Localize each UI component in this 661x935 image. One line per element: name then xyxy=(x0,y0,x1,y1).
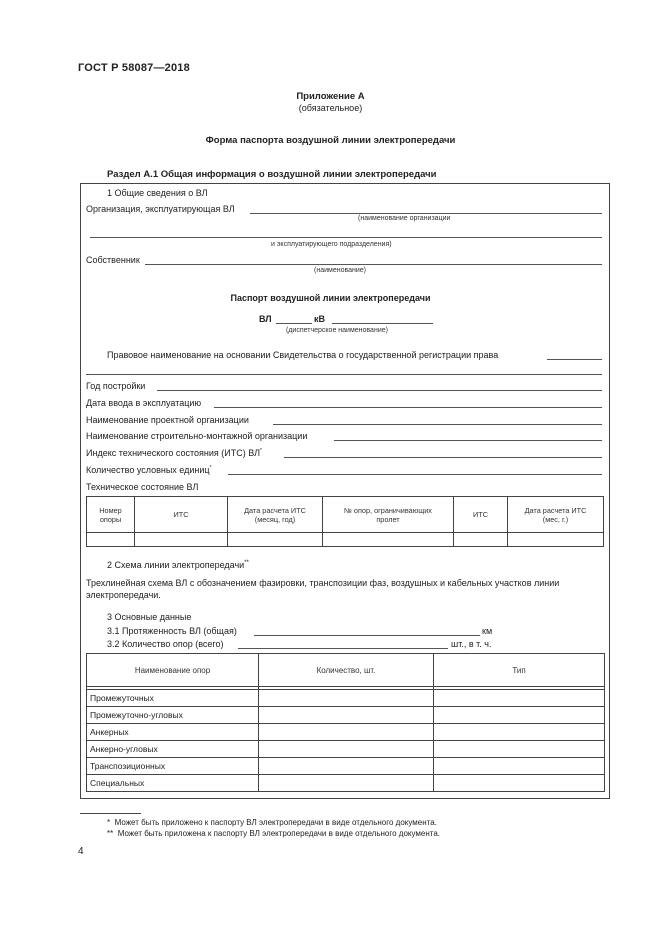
header-support-number: Номер опоры xyxy=(87,497,135,533)
table-row xyxy=(87,775,605,792)
header-span-supports: № опор, ограничивающих пролет xyxy=(323,497,454,533)
tech-state-label: Техническое состояние ВЛ xyxy=(86,482,199,492)
count-unit: шт., в т. ч. xyxy=(451,639,492,649)
header-its-date: Дата расчета ИТС (месяц, год) xyxy=(228,497,323,533)
length-label: 3.1 Протяженность ВЛ (общая) xyxy=(107,626,237,636)
field-label-design-org: Наименование проектной организации xyxy=(86,415,249,425)
count-label: 3.2 Количество опор (всего) xyxy=(107,639,224,649)
supports-table xyxy=(86,653,605,792)
table-cell[interactable] xyxy=(87,533,135,547)
table-cell[interactable] xyxy=(228,533,323,547)
org-field-line2[interactable] xyxy=(90,237,602,238)
header-quantity: Количество, шт. xyxy=(259,654,434,687)
table-row xyxy=(87,707,605,724)
type-cell[interactable] xyxy=(434,724,605,741)
document-code: ГОСТ Р 58087—2018 xyxy=(78,62,190,74)
support-name: Анкерных xyxy=(87,724,259,741)
org-field[interactable] xyxy=(250,213,602,214)
table-cell[interactable] xyxy=(508,533,604,547)
scheme-text-2: электропередачи. xyxy=(86,590,161,600)
type-cell[interactable] xyxy=(434,690,605,707)
header-type: Тип xyxy=(434,654,605,687)
basic-heading: 3 Основные данные xyxy=(107,612,192,622)
type-cell[interactable] xyxy=(434,707,605,724)
table-cell[interactable] xyxy=(454,533,508,547)
count-field[interactable] xyxy=(238,648,448,649)
footnote-divider xyxy=(80,813,141,814)
appendix-title: Приложение А xyxy=(296,91,365,102)
voltage-field[interactable] xyxy=(276,323,312,324)
support-name: Промежуточно-угловых xyxy=(87,707,259,724)
tech-state-table xyxy=(86,496,604,547)
quantity-cell[interactable] xyxy=(259,707,434,724)
section-title: Раздел А.1 Общая информация о воздушной линии электропередачи xyxy=(107,169,437,180)
passport-title: Паспорт воздушной линии электропередачи xyxy=(230,293,431,303)
table-row xyxy=(87,724,605,741)
field-label-commission-date: Дата ввода в эксплуатацию xyxy=(86,398,202,408)
table-row xyxy=(87,690,605,707)
support-name: Транспозиционных xyxy=(87,758,259,775)
units-count-field[interactable] xyxy=(228,474,602,475)
org-caption2: и эксплуатирующего подразделения) xyxy=(271,241,392,248)
length-field[interactable] xyxy=(254,635,480,636)
page-number: 4 xyxy=(78,846,84,857)
legal-name-field-line2[interactable] xyxy=(86,374,602,375)
header-its-2: ИТС xyxy=(454,497,508,533)
field-label-construction-org: Наименование строительно-монтажной организации xyxy=(86,431,308,441)
field-label-units-count: Количество условных единиц* xyxy=(86,465,212,475)
dispatch-name-field[interactable] xyxy=(332,323,433,324)
field-label-build-year: Год постройки xyxy=(86,381,146,391)
kv-label: кВ xyxy=(314,314,326,324)
table-row xyxy=(87,741,605,758)
org-caption: (наименование организации xyxy=(358,215,451,222)
field-label-its-index: Индекс технического состояния (ИТС) ВЛ* xyxy=(86,448,262,458)
header-its: ИТС xyxy=(135,497,228,533)
legal-name-label: Правовое наименование на основании Свидетельства о государственной регистрации права xyxy=(107,350,499,360)
owner-caption: (наименование) xyxy=(314,267,366,274)
legal-name-field[interactable] xyxy=(547,359,602,360)
header-support-name: Наименование опор xyxy=(87,654,259,687)
its-index-field[interactable] xyxy=(284,457,602,458)
table-cell[interactable] xyxy=(323,533,454,547)
support-name: Анкерно-угловых xyxy=(87,741,259,758)
type-cell[interactable] xyxy=(434,775,605,792)
footnote-2: ** Может быть приложена к паспорту ВЛ электропередачи в виде отдельного документа. xyxy=(107,829,441,838)
quantity-cell[interactable] xyxy=(259,758,434,775)
table-row xyxy=(87,758,605,775)
type-cell[interactable] xyxy=(434,741,605,758)
form-title: Форма паспорта воздушной линии электропередачи xyxy=(205,135,456,146)
vl-prefix: ВЛ xyxy=(259,314,272,324)
build-year-field[interactable] xyxy=(157,390,602,391)
dispatch-caption: (диспетчерское наименование) xyxy=(286,327,388,334)
design-org-field[interactable] xyxy=(273,424,602,425)
construction-org-field[interactable] xyxy=(334,440,602,441)
general-heading: 1 Общие сведения о ВЛ xyxy=(107,188,208,198)
org-label: Организация, эксплуатирующая ВЛ xyxy=(86,204,235,214)
support-name: Специальных xyxy=(87,775,259,792)
quantity-cell[interactable] xyxy=(259,741,434,758)
quantity-cell[interactable] xyxy=(259,690,434,707)
owner-label: Собственник xyxy=(86,255,140,265)
commission-date-field[interactable] xyxy=(214,407,602,408)
footnote-1: * Может быть приложено к паспорту ВЛ электропередачи в виде отдельного документа. xyxy=(107,818,437,827)
table-cell[interactable] xyxy=(135,533,228,547)
header-its-date-2: Дата расчета ИТС (мес, г.) xyxy=(508,497,604,533)
quantity-cell[interactable] xyxy=(259,724,434,741)
scheme-heading: 2 Схема линии электропередачи** xyxy=(107,560,249,570)
owner-field[interactable] xyxy=(145,264,602,265)
type-cell[interactable] xyxy=(434,758,605,775)
length-unit: км xyxy=(482,626,493,636)
appendix-subtitle: (обязательное) xyxy=(298,103,363,113)
quantity-cell[interactable] xyxy=(259,775,434,792)
support-name: Промежуточных xyxy=(87,690,259,707)
scheme-text: Трехлинейная схема ВЛ с обозначением фазировки, транспозиции фаз, воздушных и кабельных участков линии xyxy=(86,578,560,588)
